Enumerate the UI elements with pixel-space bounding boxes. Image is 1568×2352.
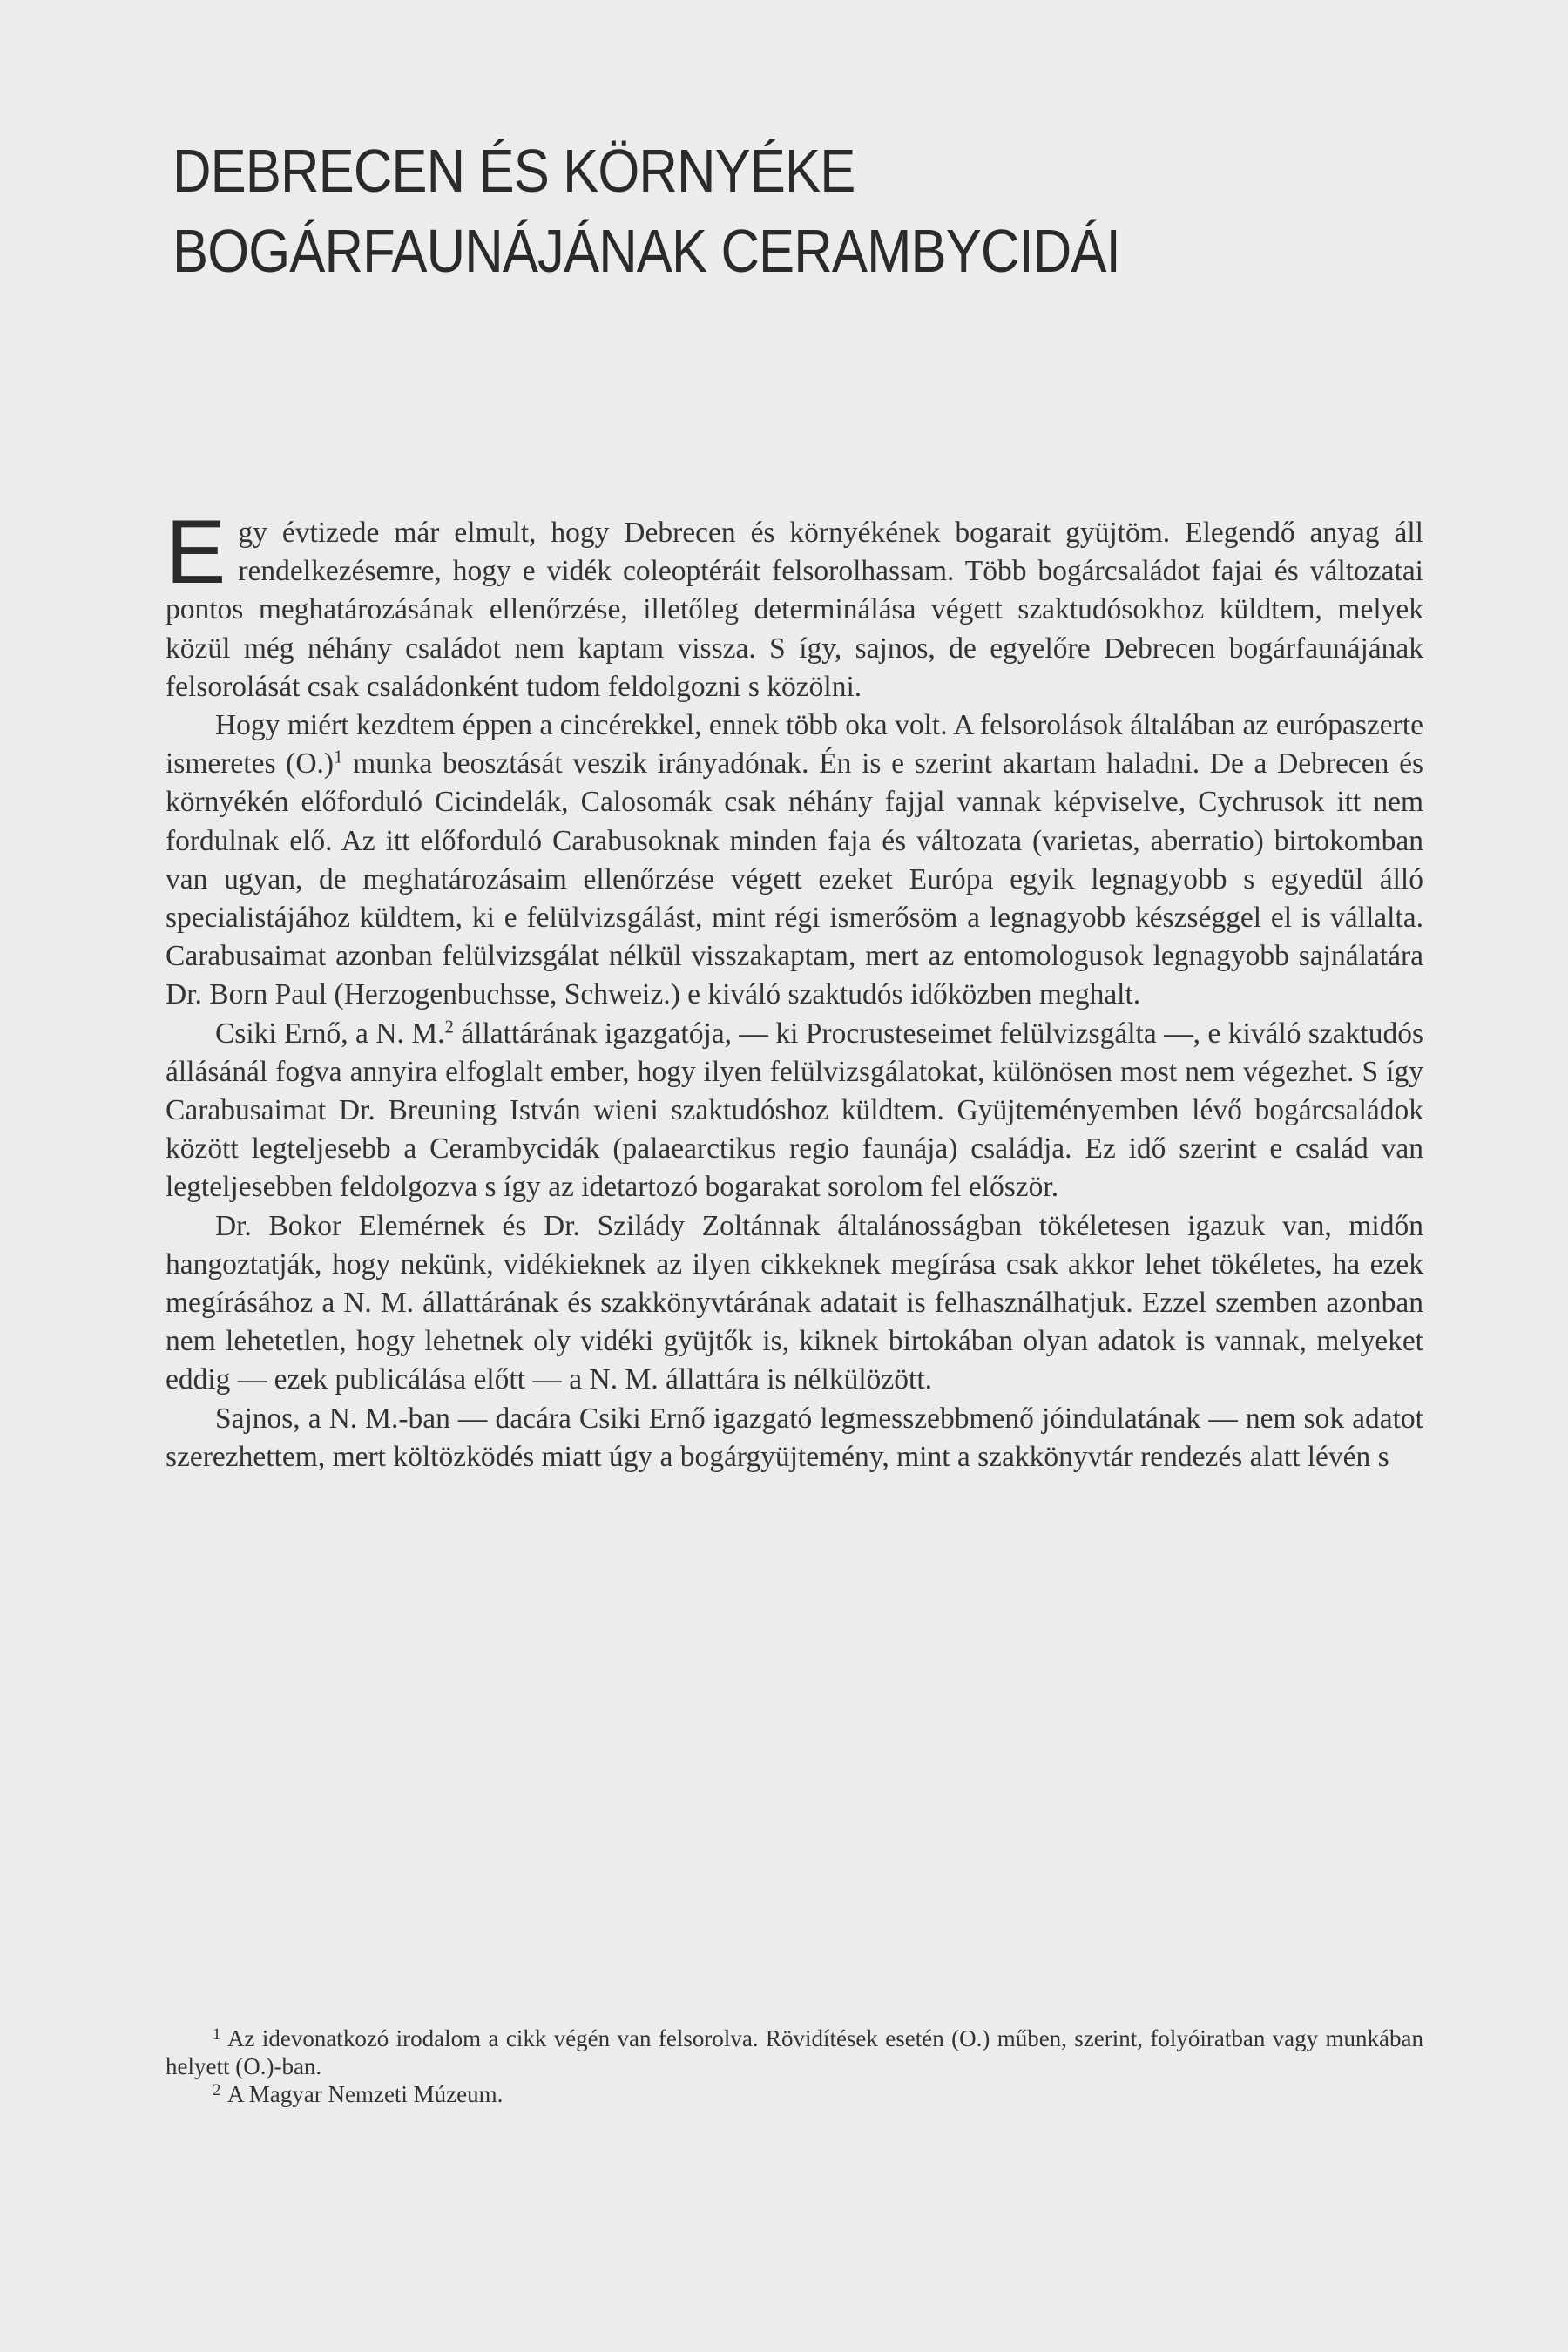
title-line-2: BOGÁRFAUNÁJÁNAK CERAMBYCIDÁI [172,217,1120,285]
footnote-2-text: A Magyar Nemzeti Múzeum. [227,2081,504,2107]
footnote-1-mark: 1 [213,2024,221,2044]
footnote-ref-1: 1 [334,747,343,767]
paragraph-3-text-b: állattárának igazgatója, — ki Procrusteseimet felülvizsgálta —, e kiváló szaktudós állásánál fogva annyira elfoglalt ember, hogy ilyen felülvizsgálatokat, különösen most nem végezhet. S így Carabusaimat Dr. Breuning István wieni szaktudóshoz küldtem. Gyüjteményemben lévő bogárcsaládok között legteljesebb a Cerambycidák (palaearctikus regio faunája) családja. Ez idő szerint e család van legteljesebben feldolgozva s így az idetartozó bogarakat sorolom fel először. [166,1017,1423,1204]
paragraph-2 [166,706,1423,1015]
article-body [166,502,1423,1477]
paragraph-2-text-a: Hogy miért kezdtem éppen a cincérekkel, ennek több oka volt. A felsorolások általában az európaszerte ismeretes (O.) [166,709,1423,781]
footnote-2 [166,2080,1423,2108]
drop-cap: E [166,502,226,603]
title-line-1: DEBRECEN ÉS KÖRNYÉKE [172,137,855,205]
footnote-1 [166,2024,1423,2080]
paragraph-1-text: gy évtizede már elmult, hogy Debrecen és környékének bogarait gyüjtöm. Elegendő anyag áll rendelkezésemre, hogy e vidék coleoptéráit felsorolhassam. Több bogárcsaládot fajai és változatai pontos meghatározásának ellenőrzése, illetőleg determinálása végett szaktudósokhoz küldtem, melyek közül még néhány családot nem kaptam vissza. S így, sajnos, de egyelőre Debrecen bogárfaunájának felsorolását csak családonként tudom feldolgozni s közölni. [166,517,1423,703]
footnote-ref-2: 2 [444,1017,454,1037]
paragraph-2-text-b: munka beosztását veszik irányadónak. Én is e szerint akartam haladni. De a Debrecen és környékén előforduló Cicindelák, Calosomák csak néhány fajjal vannak képviselve, Cychrusok itt nem fordulnak elő. Az itt előforduló Carabusoknak minden faja és változata (varietas, aberratio) birtokomban van ugyan, de meghatározásaim ellenőrzése végett ezeket Európa egyik legnagyobb s egyedül álló specialistájához küldtem, ki e felülvizsgálást, mint régi ismerősöm a legnagyobb készséggel el is vállalta. Carabusaimat azonban felülvizsgálat nélkül visszakaptam, mert az entomologusok legnagyobb sajnálatára Dr. Born Paul (Herzogenbuchsse, Schweiz.) e kiváló szaktudós időközben meghalt. [166,747,1423,1011]
paragraph-3-text-a: Csiki Ernő, a N. M. [214,1017,445,1050]
paragraph-4: Dr. Bokor Elemérnek és Dr. Szilády Zoltánnak általánosságban tökéletesen igazuk van, midőn hangoztatják, hogy nekünk, vidékieknek az ilyen cikkeknek megírása csak akkor lehet tökéletes, ha ezek megírásához a N. M. állattárának és szakkönyvtárának adatait is felhasználhatjuk. Ezzel szemben azonban nem lehetetlen, hogy lehetnek oly vidéki gyüjtők is, kiknek birtokában olyan adatok is vannak, melyeket eddig — ezek publicálása előtt — a N. M. állattára is nélkülözött. [166,1209,1423,1396]
footnote-2-mark: 2 [213,2080,221,2099]
paragraph-5: Sajnos, a N. M.-ban — dacára Csiki Ernő igazgató legmesszebbmenő jóindulatának — nem sok adatot szerezhettem, mert költözködés miatt úgy a bogárgyüjtemény, mint a szakkönyvtár rendezés alatt lévén s [166,1402,1423,1473]
footnote-1-text: Az idevonatkozó irodalom a cikk végén van felsorolva. Rövidítések esetén (O.) műben, szerint, folyóiratban vagy munkában helyett (O.)-ban. [166,2025,1423,2079]
paragraph-3 [166,1015,1423,1207]
paragraph-1 [166,502,1423,706]
article-title [172,131,1246,291]
footnotes [166,2024,1423,2108]
